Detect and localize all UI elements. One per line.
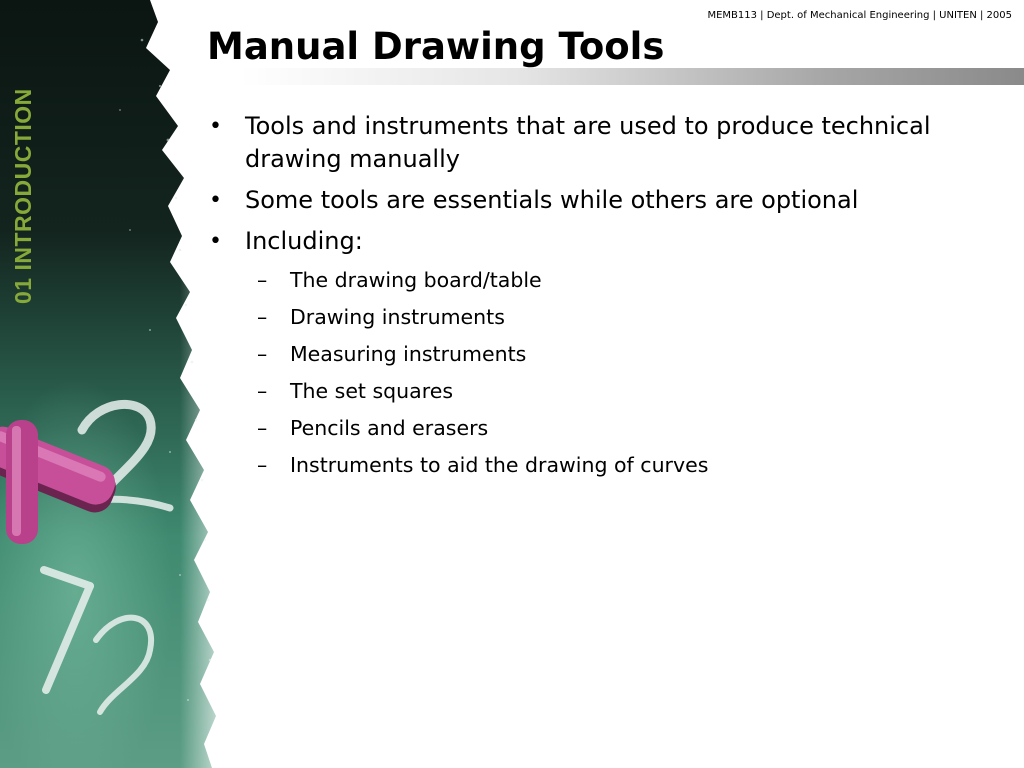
bullet-list [207,110,1007,484]
bullet-marker: • [209,188,222,213]
header-course-note: MEMB113 | Dept. of Mechanical Engineering | UNITEN | 2005 [707,10,1012,21]
dash-marker: – [257,305,268,329]
slide-content [207,110,1007,492]
bullet-text: Including: [245,227,363,255]
bullet-text: Some tools are essentials while others are optional [245,186,859,214]
dash-marker: – [257,453,268,477]
dash-marker: – [257,416,268,440]
bullet-marker: • [209,114,222,139]
chalkboard-image [0,0,240,768]
section-label: 01 INTRODUCTION [10,88,36,304]
bullet-marker: • [209,229,222,254]
sub-bullet-item [245,262,1007,299]
bullet-item [207,225,1007,484]
sub-bullet-item [245,336,1007,373]
sub-bullet-text: The drawing board/table [290,268,542,292]
dash-marker: – [257,342,268,366]
sub-bullet-list [245,262,1007,484]
sub-bullet-item [245,299,1007,336]
dash-marker: – [257,268,268,292]
title-underline-bar [240,68,1024,85]
bullet-item [207,110,1007,176]
sub-bullet-item [245,373,1007,410]
bullet-item [207,184,1007,217]
dash-marker: – [257,379,268,403]
sub-bullet-item [245,447,1007,484]
bullet-text: Tools and instruments that are used to produce technical drawing manually [245,112,931,173]
sub-bullet-text: Pencils and erasers [290,416,489,440]
sub-bullet-text: Instruments to aid the drawing of curves [290,453,709,477]
sub-bullet-text: The set squares [290,379,454,403]
sub-bullet-text: Drawing instruments [290,305,505,329]
sub-bullet-text: Measuring instruments [290,342,527,366]
slide-title: Manual Drawing Tools [207,25,665,68]
sub-bullet-item [245,410,1007,447]
